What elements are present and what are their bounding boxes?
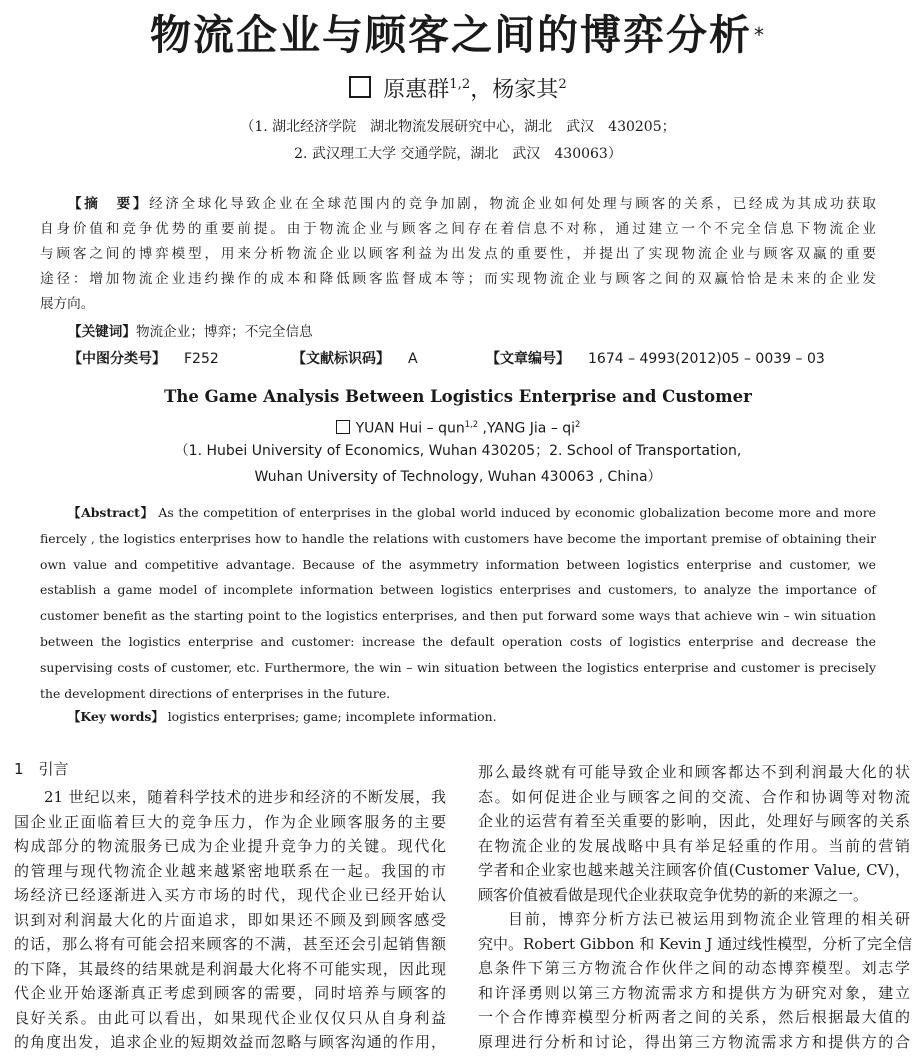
right-line-7: 目前，博弈分析方法已被运用到物流企业管理的相关研 xyxy=(508,910,910,928)
clc-value: F252 xyxy=(184,351,219,367)
author-1: 原惠群 xyxy=(383,77,450,103)
abstract-en-label: 【Abstract】 xyxy=(68,505,154,520)
authors-cn xyxy=(0,70,916,105)
affiliation-en-2: Wuhan University of Technology, Wuhan 430063 , China） xyxy=(254,469,662,485)
abstract-en-line-7: supervising costs of customer, etc. Furthermore, the win – win situation between the logistics enterprise and customer is precisely xyxy=(40,659,876,675)
article-number-label: 【文章编号】 xyxy=(486,351,570,367)
right-line-10: 和许泽勇则以第三方物流需求方和提供方为研究对象，建立 xyxy=(478,983,910,1002)
left-line-3: 构成部分的物流服务已成为企业提升竞争力的关键。现代化 xyxy=(14,837,446,855)
left-line-7: 的话，那么将有可能会招来顾客的不满，甚至还会引起销售额 xyxy=(14,935,446,953)
abstract-en-line-6: between the logistics enterprise and customer: increase the default operation costs of logistics enterprise and decrease the xyxy=(40,633,876,649)
left-line-10: 良好关系。由此可以看出，如果现代企业仅仅只从自身利益 xyxy=(14,1008,446,1027)
abstract-cn-line-4: 途径：增加物流企业违约操作的成本和降低顾客监督成本等；而实现物流企业与顾客之间的双赢恰恰是未来的企业发 xyxy=(40,271,876,287)
author-en-2: YANG Jia – qi xyxy=(486,420,576,437)
abstract-en xyxy=(40,500,876,706)
article-number xyxy=(486,347,825,371)
author-box-icon xyxy=(349,76,371,98)
clc-number xyxy=(68,347,219,371)
left-line-11: 的角度出发，追求企业的短期效益而忽略与顾客沟通的作用， xyxy=(14,1033,446,1051)
abstract-cn-line xyxy=(40,192,876,217)
abstract-en-line-4: establish a game model of incomplete information between logistics enterprises and customers, to analyze the importance of xyxy=(40,582,876,598)
affiliation-cn-2: 2. 武汉理工大学 交通学院，湖北 武汉 430063） xyxy=(294,146,622,162)
left-line-8: 的下降，其最终的结果就是利润最大化将不可能实现，因此现 xyxy=(14,959,446,978)
paper-title xyxy=(0,6,916,64)
english-title: The Game Analysis Between Logistics Enterprise and Customer xyxy=(164,387,752,406)
abstract-en-line xyxy=(40,500,876,526)
left-column xyxy=(14,785,446,1055)
section-heading-intro: 1 引言 xyxy=(14,760,69,778)
article-number-value: 1674 – 4993(2012)05 – 0039 – 03 xyxy=(588,351,825,367)
document-code-value: A xyxy=(408,351,418,367)
author-en-1-sup: 1,2 xyxy=(464,419,479,429)
title-footnote-mark: * xyxy=(754,23,766,47)
left-line-5: 场经济已经逐渐进入买方市场的时代，现代企业已经开始认 xyxy=(14,886,446,904)
keywords-en xyxy=(68,705,497,729)
document-code-label: 【文献标识码】 xyxy=(292,351,390,367)
document-code xyxy=(292,347,418,371)
abstract-en-line-1: As the competition of enterprises in the global world induced by economic globalization become more and more xyxy=(153,505,876,520)
left-line-6: 识到对利润最大化的片面追求，即如果还不顾及到顾客感受 xyxy=(14,910,446,929)
abstract-cn-line-3: 与顾客之间的博弈模型，用来分析物流企业以顾客利益为出发点的重要性，并提出了实现物流企业与顾客双赢的重要 xyxy=(40,246,876,262)
abstract-en-line-2: fiercely , the logistics enterprises how to handle the relations with customers have become the important premise of obtaining their xyxy=(40,530,876,546)
affiliation-cn-1: （1. 湖北经济学院 湖北物流发展研究中心，湖北 武汉 430205； xyxy=(240,119,676,135)
right-line-9: 息条件下第三方物流合作伙伴之间的动态博弈模型。刘志学 xyxy=(478,959,910,977)
abstract-en-line-8: the development directions of enterprises in the future. xyxy=(40,685,391,701)
right-line-8: 究中。Robert Gibbon 和 Kevin J 通过线性模型，分析了完全信 xyxy=(478,934,913,953)
author-en-separator: , xyxy=(478,420,487,437)
keywords-en-label: 【Key words】 xyxy=(68,709,164,724)
keywords-cn-value: 物流企业；博弈；不完全信息 xyxy=(135,324,313,340)
keywords-cn xyxy=(68,320,313,344)
author-en-2-sup: 2 xyxy=(575,419,581,429)
author-en-1: YUAN Hui – qun xyxy=(355,420,465,437)
right-line-12: 原理进行分析和讨论，得出第三方物流需求方和提供方的合 xyxy=(478,1032,910,1051)
author-2-sup: 2 xyxy=(558,77,567,92)
abstract-cn-line-2: 自身价值和竞争优势的重要前提。由于物流企业与顾客之间存在着信息不对称，通过建立一个不完全信息下物流企业 xyxy=(40,221,876,237)
right-line-4: 在物流企业的发展战略中具有举足轻重的作用。当前的营销 xyxy=(478,836,910,855)
right-line-2: 态。如何促进企业与顾客之间的交流、合作和协调等对物流 xyxy=(478,787,910,806)
affiliation-en-1: （1. Hubei University of Economics, Wuhan 430205；2. School of Transportation, xyxy=(174,443,742,459)
right-column xyxy=(478,760,913,1054)
author-2: 杨家其 xyxy=(492,77,559,103)
abstract-cn-label: 【摘 要】 xyxy=(68,196,150,212)
right-line-11: 一个合作博弈模型分析两者之间的关系，然后根据最大值的 xyxy=(478,1008,910,1026)
left-line-4: 的管理与现代物流企业越来越紧密地联系在一起。我国的市 xyxy=(14,861,446,880)
right-line-5: 学者和企业家也越来越关注顾客价值(Customer Value, CV)， xyxy=(478,861,910,879)
authors-en xyxy=(0,412,916,441)
left-line-1: 21 世纪以来，随着科学技术的进步和经济的不断发展，我 xyxy=(44,788,446,806)
author-box-icon-en xyxy=(336,420,350,434)
abstract-cn-line-1: 经济全球化导致企业在全球范围内的竞争加剧，物流企业如何处理与顾客的关系，已经成为其成功获取 xyxy=(149,196,876,212)
abstract-en-line-5: customer benefit as the starting point to the logistics enterprises, and then put forward some ways that achieve win – win situation xyxy=(40,608,876,624)
abstract-cn xyxy=(40,192,876,317)
right-line-1: 那么最终就有可能导致企业和顾客都达不到利润最大化的状 xyxy=(478,763,910,781)
left-line-9: 代企业开始逐渐真正考虑到顾客的需要，同时培养与顾客的 xyxy=(14,984,446,1002)
left-line-2: 国企业正面临着巨大的竞争压力，作为企业顾客服务的主要 xyxy=(14,812,446,831)
keywords-cn-label: 【关键词】 xyxy=(68,324,136,340)
abstract-cn-line-5: 展方向。 xyxy=(40,296,95,312)
right-line-6: 顾客价值被看做是现代企业获取竞争优势的新的来源之一。 xyxy=(478,885,869,904)
author-1-sup: 1,2 xyxy=(449,77,471,92)
abstract-en-line-3: own value and competitive advantage. Because of the asymmetry information between logistics enterprise and customer, we xyxy=(40,556,876,572)
author-separator: ， xyxy=(470,77,493,103)
paper-title-text: 物流企业与顾客之间的博弈分析 xyxy=(150,11,752,59)
clc-label: 【中图分类号】 xyxy=(68,351,166,367)
keywords-en-value: logistics enterprises; game; incomplete information. xyxy=(163,709,497,724)
right-line-3: 企业的运营有着至关重要的影响，因此，处理好与顾客的关系 xyxy=(478,812,910,830)
